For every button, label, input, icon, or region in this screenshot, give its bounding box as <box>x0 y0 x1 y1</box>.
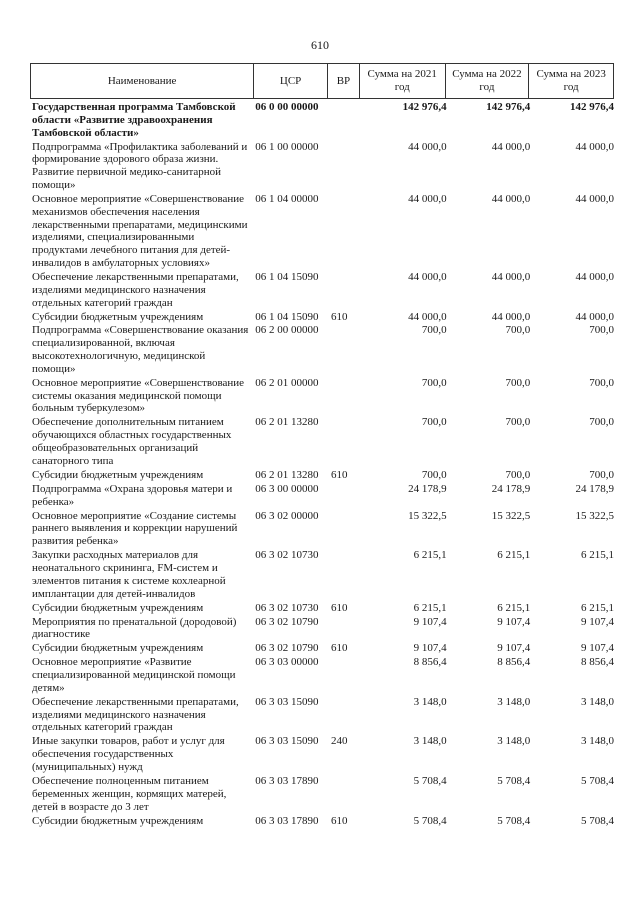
row-sum-2021: 8 856,4 <box>413 656 447 669</box>
header-sum-2023: Сумма на 2023 год <box>536 68 606 93</box>
row-sum-2021: 5 708,4 <box>413 775 447 788</box>
row-name: Основное мероприятие «Создание системы раннего выявления и коррекции нарушений развития ребенка» <box>32 509 238 548</box>
table-row <box>32 416 614 467</box>
row-name: Подпрограмма «Профилактика заболеваний и формирование здорового образа жизни. Развитие первичной медико-санитарной помощи» <box>32 140 248 191</box>
header-csr: ЦСР <box>254 64 328 98</box>
row-sum-2023: 5 708,4 <box>580 814 614 827</box>
row-sum-2023: 44 000,0 <box>575 270 614 283</box>
table-row <box>32 656 614 694</box>
table-row <box>32 775 614 813</box>
row-csr: 06 3 02 10730 <box>255 549 319 562</box>
table-row <box>32 311 614 324</box>
table-row <box>32 193 614 270</box>
table-row <box>32 101 614 139</box>
row-sum-2022: 9 107,4 <box>497 615 531 628</box>
row-csr: 06 2 01 13280 <box>255 468 319 481</box>
row-name: Обеспечение полноценным питанием беременных женщин, кормящих матерей, детей в возрасте до 3 лет <box>32 775 227 813</box>
row-sum-2021: 9 107,4 <box>413 642 447 655</box>
row-name: Субсидии бюджетным учреждениям <box>32 642 204 655</box>
row-csr: 06 2 00 00000 <box>255 324 319 337</box>
table-row <box>32 642 614 655</box>
row-vr: 240 <box>330 735 348 748</box>
row-csr: 06 3 02 10790 <box>255 615 319 628</box>
table-row <box>32 271 614 309</box>
row-sum-2023: 44 000,0 <box>575 140 614 153</box>
row-vr: 610 <box>330 642 348 655</box>
row-vr: 610 <box>330 814 348 827</box>
table-row <box>32 602 614 615</box>
row-name: Иные закупки товаров, работ и услуг для обеспечения государственных (муниципальных) нужд <box>32 735 225 774</box>
row-sum-2023: 15 322,5 <box>575 509 614 522</box>
row-vr: 610 <box>330 468 348 481</box>
row-vr: 610 <box>330 601 348 614</box>
row-name: Государственная программа Тамбовской области «Развитие здравоохранения Тамбовской области» <box>32 101 236 139</box>
row-name: Субсидии бюджетным учреждениям <box>32 814 204 827</box>
row-sum-2023: 3 148,0 <box>580 735 614 748</box>
row-sum-2022: 5 708,4 <box>497 814 531 827</box>
row-sum-2022: 700,0 <box>505 416 531 429</box>
row-sum-2022: 6 215,1 <box>497 549 531 562</box>
row-sum-2022: 5 708,4 <box>497 775 531 788</box>
row-sum-2022: 700,0 <box>505 376 531 389</box>
row-name: Субсидии бюджетным учреждениям <box>32 468 204 481</box>
row-csr: 06 3 03 15090 <box>255 695 319 708</box>
table-row <box>32 377 614 415</box>
table-row <box>32 815 614 828</box>
row-sum-2023: 9 107,4 <box>580 642 614 655</box>
row-name: Обеспечение лекарственными препаратами, изделиями медицинского назначения отдельных категорий граждан <box>32 695 239 734</box>
row-sum-2023: 44 000,0 <box>575 310 614 323</box>
row-sum-2021: 6 215,1 <box>413 549 447 562</box>
page-number: 610 <box>311 38 329 52</box>
row-csr: 06 1 04 00000 <box>255 192 319 205</box>
row-sum-2022: 44 000,0 <box>491 140 531 153</box>
table-row <box>32 469 614 482</box>
table-row <box>32 483 614 509</box>
row-sum-2022: 6 215,1 <box>497 601 531 614</box>
header-sum-2021: Сумма на 2021 год <box>360 64 446 98</box>
row-sum-2023: 700,0 <box>589 324 614 337</box>
row-name: Основное мероприятие «Совершенствование механизмов обеспечения населения лекарственными препаратами, медицинскими изделиями, специализированными продуктами лечебного питания для детей-инвалидов в амбулаторных условиях» <box>32 192 248 269</box>
row-sum-2023: 700,0 <box>589 468 614 481</box>
table-row <box>32 324 614 375</box>
row-name: Субсидии бюджетным учреждениям <box>32 310 204 323</box>
row-sum-2022: 9 107,4 <box>497 642 531 655</box>
row-sum-2021: 24 178,9 <box>408 482 447 495</box>
row-name: Мероприятия по пренатальной (дородовой) диагностике <box>32 615 237 641</box>
row-sum-2021: 700,0 <box>421 468 447 481</box>
header-name: Наименование <box>31 64 254 98</box>
row-name: Субсидии бюджетным учреждениям <box>32 601 204 614</box>
header-vr: ВР <box>328 64 360 98</box>
row-csr: 06 1 00 00000 <box>255 140 319 153</box>
row-sum-2023: 3 148,0 <box>580 695 614 708</box>
row-sum-2023: 44 000,0 <box>575 192 614 205</box>
row-sum-2021: 700,0 <box>421 416 447 429</box>
row-csr: 06 0 00 00000 <box>255 101 319 113</box>
row-sum-2021: 44 000,0 <box>408 140 447 153</box>
row-sum-2021: 700,0 <box>421 376 447 389</box>
row-csr: 06 3 03 00000 <box>255 656 319 669</box>
row-sum-2021: 142 976,4 <box>402 101 447 113</box>
row-sum-2022: 3 148,0 <box>497 735 531 748</box>
row-csr: 06 3 02 10790 <box>255 642 319 655</box>
row-csr: 06 1 04 15090 <box>255 310 319 323</box>
row-sum-2021: 9 107,4 <box>413 615 447 628</box>
row-sum-2022: 142 976,4 <box>486 101 531 113</box>
header-sum-2022: Сумма на 2022 год <box>446 64 530 98</box>
row-name: Основное мероприятие «Развитие специализированной медицинской помощи детям» <box>32 656 236 694</box>
row-name: Основное мероприятие «Совершенствование системы оказания медицинской помощи больным туберкулезом» <box>32 376 245 415</box>
row-sum-2023: 700,0 <box>589 416 614 429</box>
row-sum-2023: 6 215,1 <box>580 601 614 614</box>
row-name: Закупки расходных материалов для неонатального скрининга, FM-систем и элементов питания к системе кохлеарной имплантации для детей-инвалидов <box>32 549 226 600</box>
row-csr: 06 3 03 15090 <box>255 735 319 748</box>
row-sum-2022: 8 856,4 <box>497 656 531 669</box>
row-sum-2021: 6 215,1 <box>413 601 447 614</box>
row-sum-2023: 5 708,4 <box>580 775 614 788</box>
table-row <box>32 549 614 600</box>
row-name: Подпрограмма «Совершенствование оказания специализированной, включая высокотехнологичную, медицинской помощи» <box>32 324 249 375</box>
row-name: Подпрограмма «Охрана здоровья матери и ребенка» <box>32 482 233 508</box>
table-row <box>32 696 614 734</box>
table-row <box>32 510 614 548</box>
table-row <box>32 735 614 773</box>
row-csr: 06 3 02 00000 <box>255 509 319 522</box>
row-sum-2021: 3 148,0 <box>413 735 447 748</box>
row-sum-2022: 15 322,5 <box>491 509 531 522</box>
row-sum-2022: 700,0 <box>505 324 531 337</box>
row-sum-2022: 44 000,0 <box>491 192 531 205</box>
row-sum-2023: 142 976,4 <box>569 101 614 113</box>
row-name: Обеспечение дополнительным питанием обучающихся областных государственных общеобразовательных организаций санаторного типа <box>32 416 232 467</box>
row-sum-2023: 700,0 <box>589 376 614 389</box>
row-csr: 06 2 01 00000 <box>255 376 319 389</box>
row-sum-2021: 3 148,0 <box>413 695 447 708</box>
row-sum-2022: 24 178,9 <box>491 482 531 495</box>
row-csr: 06 3 03 17890 <box>255 775 319 788</box>
row-sum-2022: 3 148,0 <box>497 695 531 708</box>
row-vr: 610 <box>330 310 348 323</box>
row-csr: 06 3 02 10730 <box>255 601 319 614</box>
row-sum-2023: 6 215,1 <box>580 549 614 562</box>
row-sum-2021: 44 000,0 <box>408 310 447 323</box>
row-sum-2022: 700,0 <box>505 468 531 481</box>
row-csr: 06 2 01 13280 <box>255 416 319 429</box>
row-sum-2021: 15 322,5 <box>408 509 447 522</box>
row-sum-2022: 44 000,0 <box>491 270 531 283</box>
row-sum-2021: 44 000,0 <box>408 270 447 283</box>
row-sum-2023: 9 107,4 <box>580 615 614 628</box>
row-sum-2021: 5 708,4 <box>413 814 447 827</box>
row-name: Обеспечение лекарственными препаратами, изделиями медицинского назначения отдельных категорий граждан <box>32 270 239 309</box>
row-sum-2022: 44 000,0 <box>491 310 531 323</box>
row-csr: 06 1 04 15090 <box>255 270 319 283</box>
table-row <box>32 141 614 192</box>
row-sum-2021: 44 000,0 <box>408 192 447 205</box>
row-sum-2021: 700,0 <box>421 324 447 337</box>
table-header <box>30 63 614 99</box>
row-sum-2023: 8 856,4 <box>580 656 614 669</box>
table-body <box>32 101 614 829</box>
row-csr: 06 3 03 17890 <box>255 814 319 827</box>
table-row <box>32 616 614 642</box>
row-csr: 06 3 00 00000 <box>255 482 319 495</box>
row-sum-2023: 24 178,9 <box>575 482 614 495</box>
